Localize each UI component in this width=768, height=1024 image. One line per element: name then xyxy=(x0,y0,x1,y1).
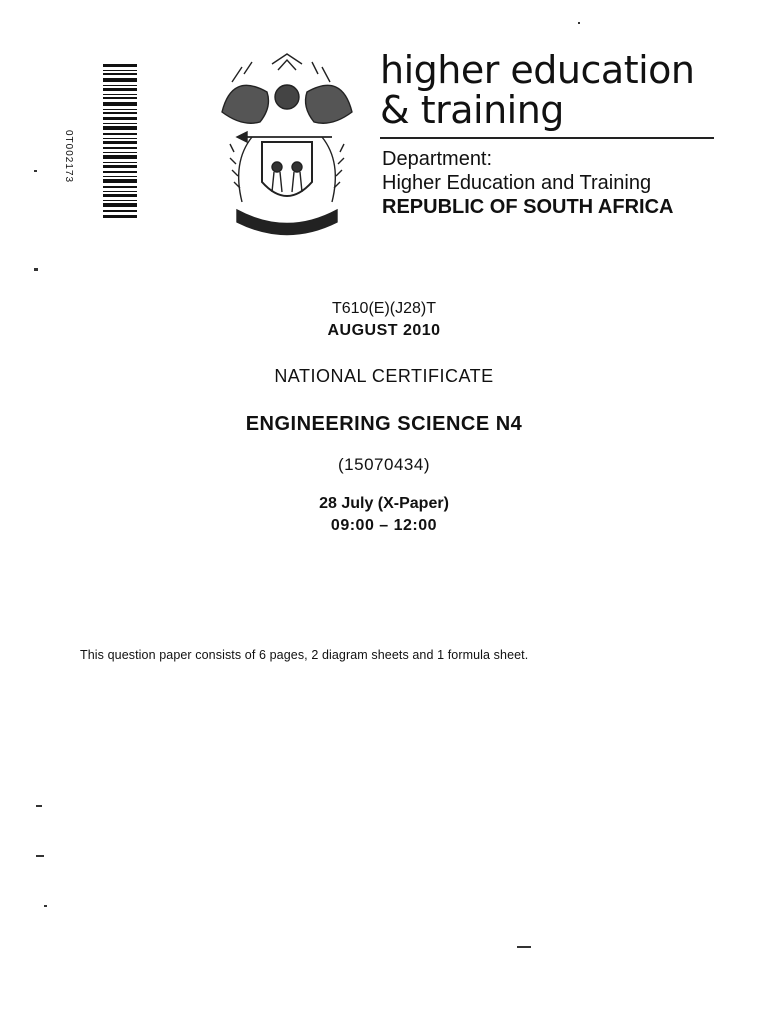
scan-speck xyxy=(578,22,580,24)
barcode-number: 0T002173 xyxy=(63,130,74,184)
department-name: Higher Education and Training xyxy=(382,172,652,194)
exam-month: AUGUST 2010 xyxy=(327,322,441,339)
scan-speck xyxy=(36,805,42,807)
subject-title: ENGINEERING SCIENCE N4 xyxy=(245,413,523,435)
brand-line-1: higher education xyxy=(380,48,695,92)
header-divider xyxy=(380,137,714,139)
coat-of-arms-icon xyxy=(212,52,362,237)
scan-speck xyxy=(44,905,47,907)
brand-line-2: & training xyxy=(380,88,564,132)
exam-time: 09:00 – 12:00 xyxy=(330,517,438,534)
department-label: Department: xyxy=(382,148,493,170)
country-name: REPUBLIC OF SOUTH AFRICA xyxy=(382,196,674,218)
paper-code: T610(E)(J28)T xyxy=(331,300,437,317)
barcode xyxy=(95,60,145,220)
scan-speck xyxy=(34,268,38,271)
scan-speck xyxy=(34,170,37,172)
subject-code: (15070434) xyxy=(338,455,430,474)
scan-speck xyxy=(517,946,531,948)
brand-wordmark xyxy=(380,50,694,130)
paper-date: 28 July (X-Paper) xyxy=(319,495,449,512)
page-count-note: This question paper consists of 6 pages, 2 diagram sheets and 1 formula sheet. xyxy=(80,648,529,662)
certificate-title: NATIONAL CERTIFICATE xyxy=(274,366,494,386)
scan-speck xyxy=(36,855,44,857)
department-block xyxy=(382,147,673,219)
